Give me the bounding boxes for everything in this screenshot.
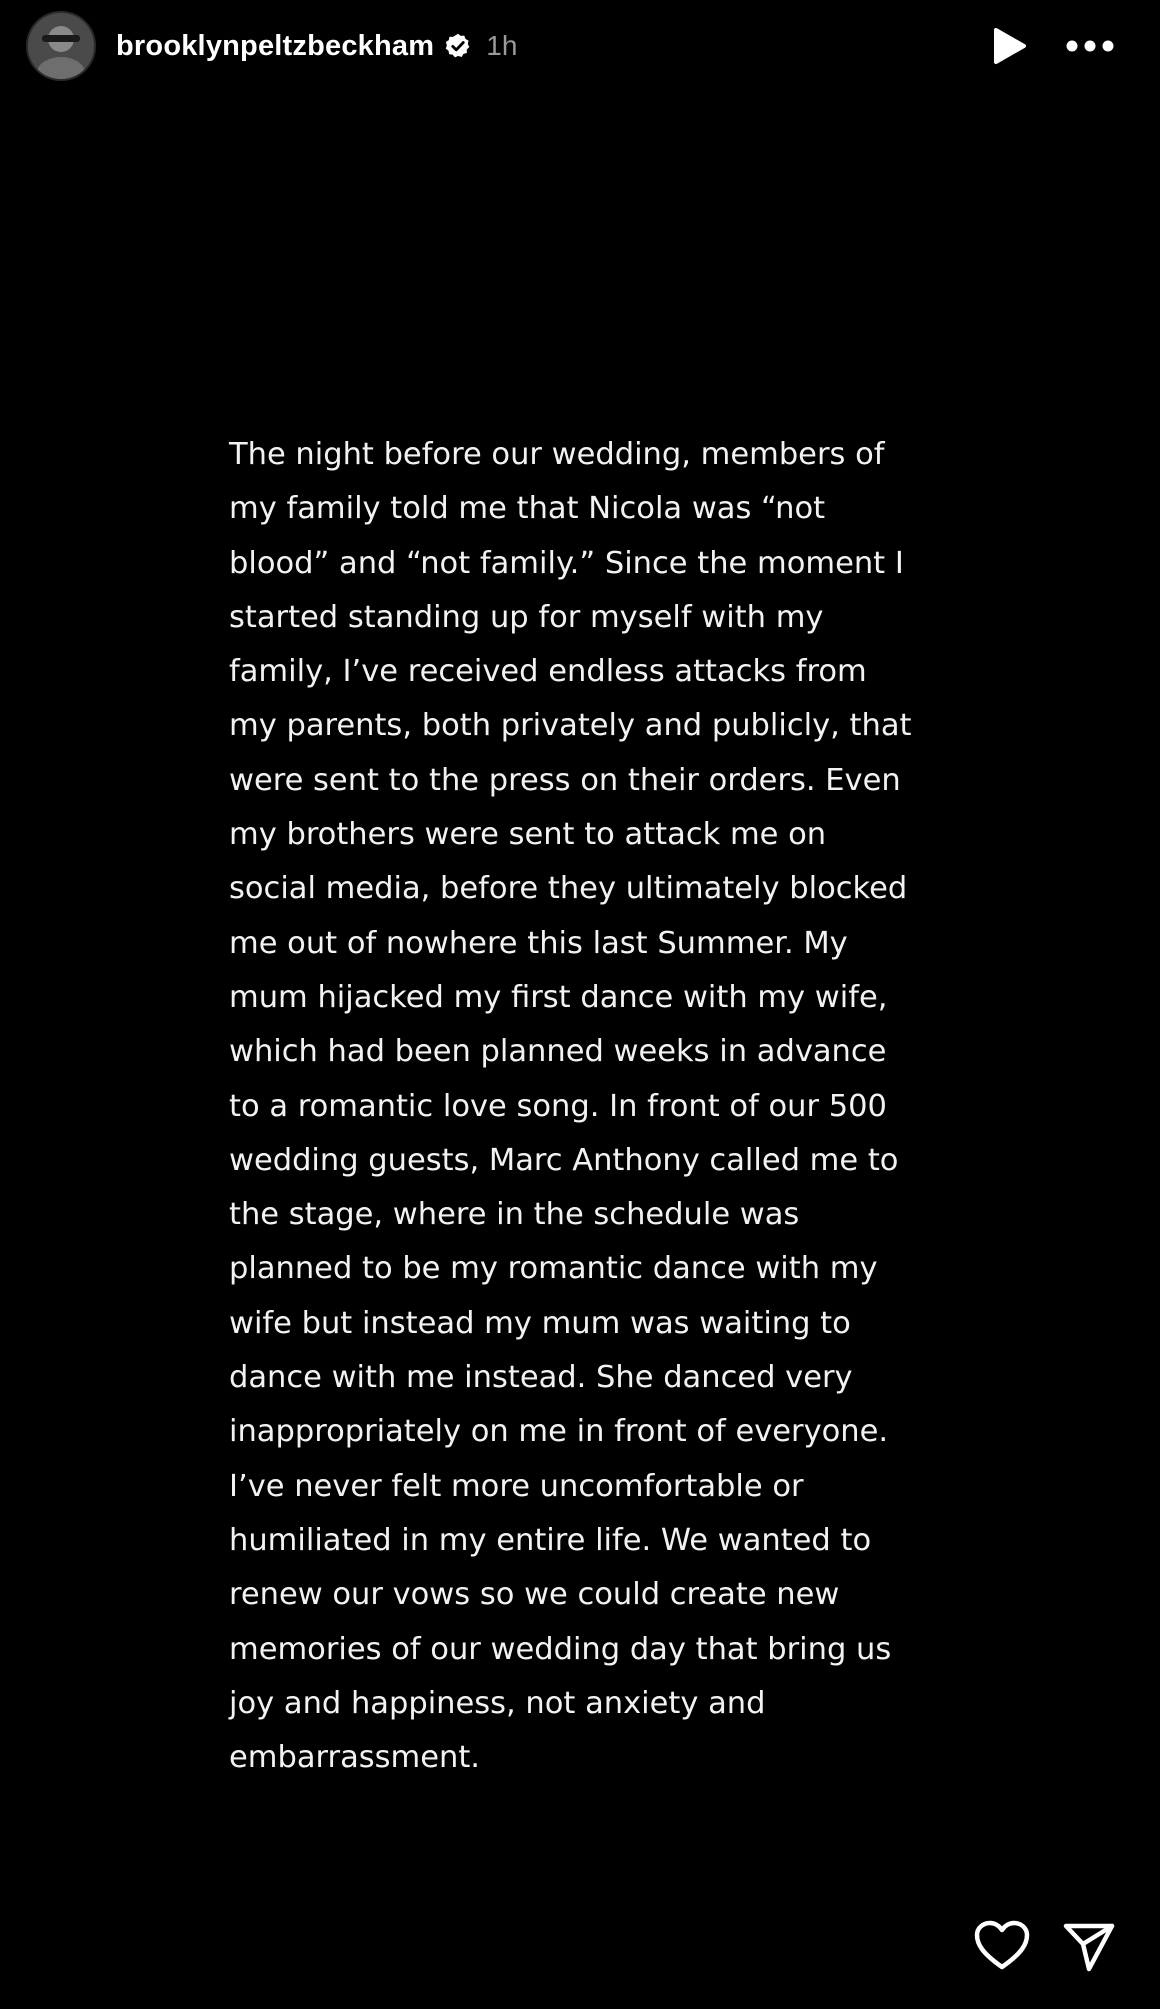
play-button[interactable] — [990, 26, 1028, 66]
avatar[interactable] — [26, 11, 96, 81]
profile-photo-icon — [28, 13, 94, 79]
like-button[interactable] — [974, 1920, 1030, 1972]
timestamp: 1h — [486, 30, 518, 61]
play-icon — [990, 26, 1028, 66]
user-info — [116, 24, 517, 68]
heart-icon — [974, 1920, 1030, 1972]
send-icon — [1062, 1920, 1116, 1974]
share-button[interactable] — [1062, 1920, 1116, 1974]
more-dots-icon — [1064, 30, 1116, 62]
story-text: The night before our wedding, members of my family told me that Nicola was “not blood” and “not family.” Since the moment I started standing up for myself with my family, I’ve received endless attacks from my parents, both privately and publicly, that were sent to the press on their orders. Even my brothers were sent to attack me on social media, before they ultimately blocked me out of nowhere this last Summer. My mum hijacked my first dance with my wife, which had been planned weeks in advance to a romantic love song. In front of our 500 wedding guests, Marc Anthony called me to the stage, where in the schedule was planned to be my romantic dance with my wife but instead my mum was waiting to dance with me instead. She danced very inappropriately on me in front of everyone. I’ve never felt more uncomfortable or humiliated in my entire life. We wanted to renew our vows so we could create new memories of our wedding day that bring us joy and happiness, not anxiety and embarrassment. — [229, 437, 912, 1776]
username[interactable]: brooklynpeltzbeckham — [116, 29, 435, 62]
verified-badge-icon — [444, 32, 472, 60]
more-options-button[interactable] — [1064, 30, 1116, 62]
story-header — [0, 0, 1160, 92]
